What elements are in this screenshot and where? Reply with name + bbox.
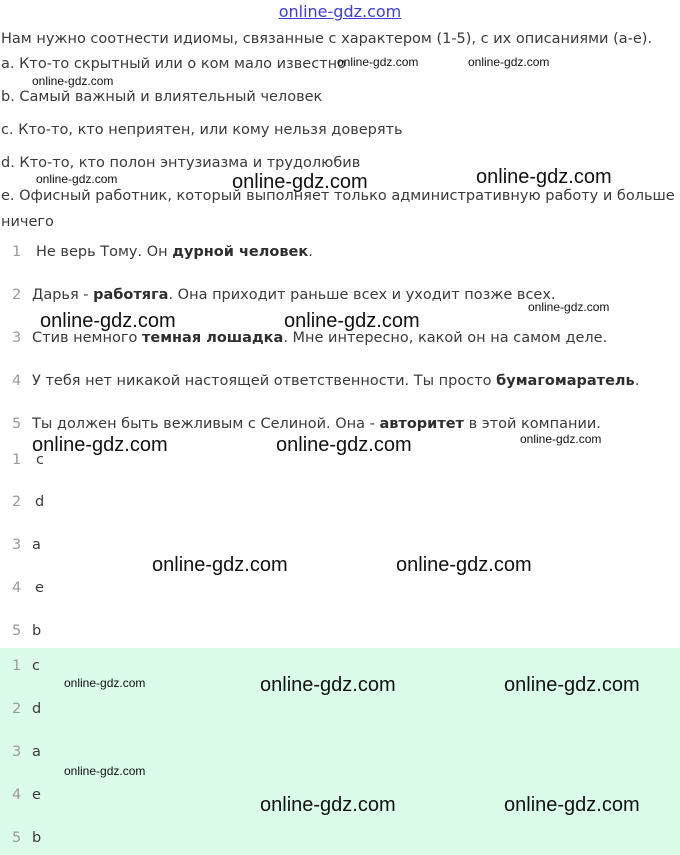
sentence-part: . — [634, 373, 640, 389]
idiom: бумагомаратель — [496, 373, 635, 389]
description-b: b. Самый важный и влиятельный человек — [1, 89, 323, 105]
answer-number: 5 — [12, 830, 22, 846]
answer-row — [0, 580, 200, 600]
sentence-part: . Она приходит раньше всех и уходит позже всех. — [168, 287, 556, 303]
sentence-part: . — [308, 244, 313, 260]
answer-number: 2 — [12, 701, 22, 717]
sentence-text — [32, 416, 601, 432]
answer-number: 2 — [12, 494, 22, 510]
sentence-text — [36, 244, 313, 260]
idiom: работяга — [93, 287, 169, 303]
watermark: online-gdz.com — [64, 764, 146, 778]
sentence-part: в этой компании. — [463, 416, 601, 432]
watermark: online-gdz.com — [396, 554, 532, 576]
answer-row — [0, 494, 200, 514]
sentence-number: 5 — [12, 416, 22, 432]
answer-number: 4 — [12, 787, 22, 803]
watermark: online-gdz.com — [504, 794, 640, 816]
sentence-part: Дарья - — [32, 287, 94, 303]
watermark: online-gdz.com — [36, 172, 118, 186]
sentence-row — [0, 373, 680, 393]
answer-row — [0, 623, 200, 643]
answer-letter: e — [35, 580, 44, 596]
sentence-row — [0, 244, 680, 264]
sentence-row — [0, 330, 680, 350]
description-c: c. Кто-то, кто неприятен, или кому нельзя доверять — [1, 122, 403, 138]
watermark: online-gdz.com — [152, 554, 288, 576]
idiom: дурной человек — [172, 244, 309, 260]
sentence-number: 4 — [12, 373, 22, 389]
watermark: online-gdz.com — [476, 166, 612, 188]
correct-answer-row — [0, 830, 200, 850]
answer-number: 1 — [12, 658, 22, 674]
watermark: online-gdz.com — [32, 74, 114, 88]
sentence-text — [32, 287, 556, 303]
answer-letter: c — [32, 658, 40, 674]
answer-letter: c — [36, 452, 44, 468]
answer-letter: b — [32, 623, 42, 639]
correct-answer-row — [0, 787, 200, 807]
idiom: темная лошадка — [141, 330, 284, 346]
watermark: online-gdz.com — [520, 432, 602, 446]
sentence-part: У тебя нет никакой настоящей ответственности. Ты просто — [32, 373, 497, 389]
watermark: online-gdz.com — [276, 434, 412, 456]
watermark: online-gdz.com — [260, 794, 396, 816]
correct-answer-row — [0, 658, 200, 678]
description-e-continued: ничего — [1, 214, 54, 230]
watermark: online-gdz.com — [32, 434, 168, 456]
answer-number: 3 — [12, 744, 22, 760]
answer-number: 3 — [12, 537, 22, 553]
sentence-part: Ты должен быть вежливым с Селиной. Она - — [32, 416, 380, 432]
watermark: online-gdz.com — [528, 300, 610, 314]
sentence-text — [32, 373, 639, 389]
answer-letter: a — [32, 744, 41, 760]
description-d: d. Кто-то, кто полон энтузиазма и трудолюбив — [1, 155, 361, 171]
watermark: online-gdz.com — [260, 674, 396, 696]
sentence-part: . Мне интересно, какой он на самом деле. — [283, 330, 608, 346]
description-e: e. Офисный работник, который выполняет только административную работу и больше — [1, 188, 675, 204]
idiom: авторитет — [379, 416, 464, 432]
answer-number: 4 — [12, 580, 22, 596]
correct-answer-row — [0, 701, 200, 721]
watermark: online-gdz.com — [468, 55, 550, 69]
watermark: online-gdz.com — [64, 676, 146, 690]
sentence-number: 1 — [12, 244, 22, 260]
description-a: a. Кто-то скрытный или о ком мало известно — [1, 56, 346, 72]
answer-number: 5 — [12, 623, 22, 639]
correct-answer-row — [0, 744, 200, 764]
answer-letter: e — [32, 787, 41, 803]
answer-number: 1 — [12, 452, 22, 468]
watermark: online-gdz.com — [40, 310, 176, 332]
task-instruction: Нам нужно соотнести идиомы, связанные с характером (1-5), с их описаниями (a-e). — [1, 31, 653, 47]
sentence-part: Не верь Тому. Он — [36, 244, 173, 260]
answer-letter: d — [32, 701, 42, 717]
sentence-part: Стив немного — [32, 330, 142, 346]
watermark: online-gdz.com — [284, 310, 420, 332]
watermark: online-gdz.com — [504, 674, 640, 696]
sentence-number: 3 — [12, 330, 22, 346]
answer-letter: a — [32, 537, 41, 553]
watermark: online-gdz.com — [337, 55, 419, 69]
sentence-number: 2 — [12, 287, 22, 303]
answer-letter: d — [35, 494, 45, 510]
answer-letter: b — [32, 830, 42, 846]
watermark: online-gdz.com — [232, 171, 368, 193]
site-title-link[interactable]: online-gdz.com — [278, 2, 402, 21]
